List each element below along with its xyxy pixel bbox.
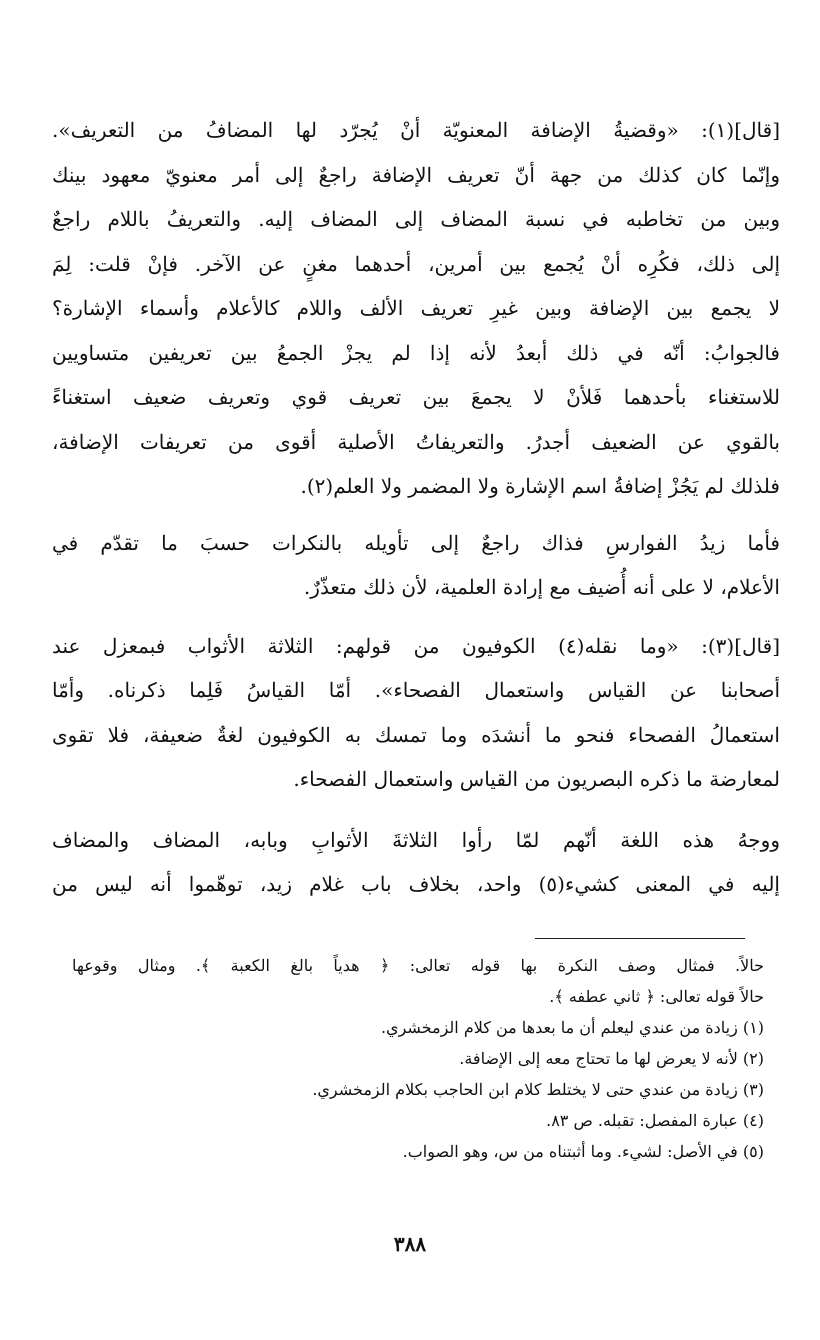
text-line: لمعارضة ما ذكره البصريون من القياس واستعمال الفصحاء.	[293, 767, 780, 791]
footnote-3: (٣) زيادة من عندي حتى لا يختلط كلام ابن الحاجب بكلام الزمخشري.	[312, 1080, 764, 1099]
footnotes	[72, 950, 764, 1167]
text-line: الأعلام، لا على أنه أُضيف مع إرادة العلمية، لأن ذلك متعذّرٌ.	[303, 575, 780, 599]
main-text	[52, 108, 780, 907]
text-line: فلذلك لم يَجُزْ إضافةُ اسم الإشارة ولا المضمر ولا العلم(٢).	[300, 474, 780, 498]
text-line: إلى ذلك، فكُرِه أنْ يُجمع بين أمرين، أحدهما مغنٍ عن الآخر. فإنْ قلت: لِمَ	[52, 251, 780, 276]
text-line: لا يجمع بين الإضافة وبين غيرِ تعريف الألف واللام كالأعلام وأسماء الإشارة؟	[52, 296, 780, 320]
paragraph-gap	[52, 610, 780, 624]
footnote-divider	[535, 938, 745, 939]
text-line: فالجوابُ: أنّه في ذلك أبعدُ لأنه إذا لم يجزْ الجمعُ بين تعريفين متساويين	[52, 340, 780, 365]
footnote-1: (١) زيادة من عندي ليعلم أن ما بعدها من كلام الزمخشري.	[380, 1018, 764, 1037]
text-line: ووجهُ هذه اللغة أنّهم لمّا رأوا الثلاثةَ الأثوابِ وبابه، المضاف والمضاف	[52, 827, 780, 852]
text-line: فأما زيدُ الفوارسِ فذاك راجعٌ إلى تأويله بالنكرات حسبَ ما تقدّم في	[52, 530, 780, 555]
text-line: [قال](٣): «وما نقله(٤) الكوفيون من قولهم: الثلاثة الأثواب فبمعزل عند	[52, 633, 780, 658]
footnote-continuation: حالاً قوله تعالى: ﴿ ثاني عطفه ﴾.	[549, 987, 764, 1006]
text-line: بالقوي عن الضعيف أجدرُ. والتعريفاتُ الأصلية أقوى من تعريفات الإضافة،	[52, 429, 780, 454]
paragraph-4	[52, 818, 780, 907]
paragraph-2	[52, 521, 780, 610]
footnote-continuation: حالاً. فمثال وصف النكرة بها قوله تعالى: ﴿ هدياً بالغ الكعبة ﴾. ومثال وقوعها	[72, 956, 764, 975]
text-line: [قال](١): «وقضيةُ الإضافة المعنويّة أنْ يُجرّد لها المضافُ من التعريف».	[52, 118, 780, 142]
page-number: ٣٨٨	[393, 1232, 427, 1256]
footnote-5: (٥) في الأصل: لشيء. وما أثبتناه من س، وهو الصواب.	[402, 1142, 764, 1161]
paragraph-1	[52, 108, 780, 509]
paragraph-gap	[52, 509, 780, 521]
paragraph-3	[52, 624, 780, 802]
text-line: أصحابنا عن القياس واستعمال الفصحاء». أمّا القياسُ فَلِما ذكرناه. وأمّا	[52, 678, 780, 702]
text-line: استعمالُ الفصحاء فنحو ما أنشدَه وما تمسك به الكوفيون لغةٌ ضعيفة، فلا تقوى	[52, 722, 780, 747]
text-line: وإنّما كان كذلك من جهة أنّ تعريف الإضافة راجعٌ إلى أمر معنويّ معهود بينك	[52, 162, 780, 187]
text-line: إليه في المعنى كشيء(٥) واحد، بخلاف باب غلام زيد، توهّموا أنه ليس من	[52, 872, 780, 896]
footnote-4: (٤) عبارة المفصل: تقبله. ص ٨٣.	[546, 1111, 764, 1130]
footnote-2: (٢) لأنه لا يعرض لها ما تحتاج معه إلى الإضافة.	[459, 1049, 764, 1068]
text-line: وبين من تخاطبه في نسبة المضاف إلى المضاف إليه. والتعريفُ باللام راجعٌ	[52, 207, 781, 231]
paragraph-gap	[52, 802, 780, 818]
text-line: للاستغناء بأحدهما فَلأنْ لا يجمعَ بين تعريف قوي وتعريف ضعيف استغناءً	[52, 385, 780, 409]
